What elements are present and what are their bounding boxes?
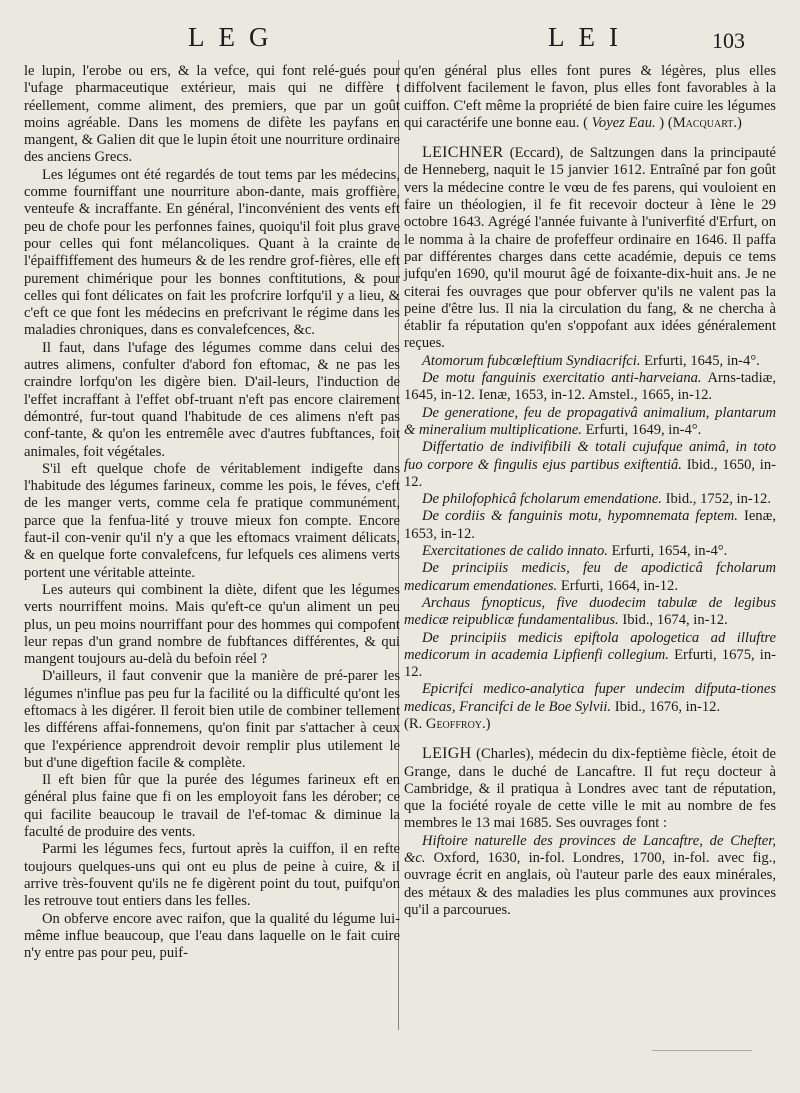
work-title: Exercitationes de calido innato.	[422, 543, 608, 560]
paragraph: le lupin, l'erobe ou ers, & la vefce, qui font relé-gués pour l'ufage pharmaceutique extérieur, mais qui ne diffère t réellement, comme aliment, des premiers, que par un goût moins agréable. Dans les momens de difète les payfans en mangent, & Galien dit que le lupin étoit une nourriture ordinaire des anciens Grecs.	[24, 63, 400, 166]
work-imprint: Erfurti, 1675, in-12.	[404, 646, 776, 681]
paragraph: Il eft bien fûr que la purée des légumes farineux eft en général plus faine que fi on les employoit fans les dérober; ce qui facilite beaucoup le travail de l'ef-tomac & diminue la faculté de produire des vents.	[24, 772, 400, 841]
work-imprint: Ibid., 1752, in-12.	[665, 491, 772, 508]
work-title: De cordiis & fanguinis motu, hypomnemata feptem.	[422, 508, 738, 525]
bibliography-entry	[404, 353, 776, 370]
work-imprint: Erfurti, 1649, in-4°.	[585, 421, 702, 438]
work-imprint: Arns-tadiæ, 1645, in-12. Ienæ, 1653, in-12. Amstel., 1665, in-12.	[404, 370, 777, 404]
article-leichner: LEICHNER (Eccard), de Saltzungen dans la principauté de Henneberg, naquit le 15 janvier 1612. Entraîné par fon goût vers la médecine contre le vœu de fes parens, qui vouloient en faire un théologien, il fe fit recevoir docteur à Iène le 29 octobre 1643. Agrégé l'année fuivante à l'univerfité d'Erfurt, on le nomma à la chaire de profeffeur ordinaire en 1646. Il paffa par différentes charges dans cette académie, depuis ce tems jufqu'en 1690, qu'il mourut âgé de foixante-dix-huit ans. Je ne citerai fes ouvrages que pour obferver qu'ils ne valent pas la peine d'être lus. Il nia la circulation du fang, & ne chercha à établir fa réputation qu'en s'oppofant aux idées généralement reçues.	[404, 144, 776, 352]
paragraph: Les auteurs qui combinent la diète, difent que les légumes verts nourriffent moins. Mais qu'eft-ce qu'un aliment un peu plus, un peu moins nourriffant pour des hommes qui compofent leur repas d'un grand nombre de fubftances différentes, & qui mangent toujours au-delà du befoin réel ?	[24, 581, 400, 668]
paragraph: S'il eft quelque chofe de véritablement indigefte dans l'habitude des légumes farineux, comme les pois, le féves, c'eft de les manger verts, comme cela fe pratique communément, parce que la fenfua-lité y trouve mieux fon compte. Encore faut-il con-venir qu'il n'y a que les eftomacs vraiment délicats, & en quelque forte convalefcens, fur lefquels ces alimens verts portent une véritable atteinte.	[24, 460, 400, 581]
bibliography-entry	[404, 595, 776, 630]
paragraph: D'ailleurs, il faut convenir que la manière de pré-parer les légumes n'influe pas peu fur la facilité ou la difficulté qu'ont les eftomacs à les digérer. Il feroit bien utile de combiner tellement les différens affai-fonnemens, qu'on finit par s'attacher à ceux que l'expérience apprendroit devoir remplir plus utilement le but d'une digeftion facile & complète.	[24, 668, 400, 771]
work-imprint: Ibid., 1676, in-12.	[614, 698, 721, 715]
work-title: De philofophicâ fcholarum emendatione.	[422, 491, 662, 508]
work-title: De principiis medicis, feu de apodicticâ fcholarum medicarum emendationes.	[404, 560, 776, 594]
work-imprint: Erfurti, 1654, in-4°.	[611, 543, 728, 560]
headword: LEICHNER	[422, 144, 504, 162]
bibliography-entry	[404, 405, 776, 440]
paragraph-continuation: qu'en général plus elles font pures & légères, plus elles diffolvent facilement le favon, plus elles font favorables à la cuiffon. C'eft même la propriété de bien faire cuire les légumes qui caractérife une bonne eau. ( Voyez Eau. ) (Macquart.)	[404, 63, 776, 131]
work-imprint: Oxford, 1630, in-fol. Londres, 1700, in-fol. avec fig., ouvrage écrit en anglais, où l'auteur parle des eaux minérales, des métaux & des maladies les plus communes aux provinces qu'il a parcourues.	[404, 850, 776, 918]
work-imprint: Ibid., 1674, in-12.	[622, 612, 728, 629]
paragraph: Les légumes ont été regardés de tout tems par les médecins, comme fourniffant une nourriture abon-dante, mais groffière, venteufe & incraffante. En général, l'inconvénient des vents eft peu de chofe pour les perfonnes faines, quoiqu'il foit plus grave pour celles qui font mélancoliques. Quant à la crainte de l'épaiffiffement des humeurs & de les rendre grof-fières, elle eft purement chimérique pour les bonnes conftitutions, & pour celles qui font délicates on fait les profcrire lorfqu'il y a lieu, & c'eft ce que font les médecins en prefcrivant le régime dans les maladies chroniques, dans es convalefcences, &c.	[24, 166, 400, 339]
bibliography-entry	[404, 630, 776, 682]
work-imprint: Erfurti, 1645, in-4°.	[644, 352, 760, 369]
bibliography-entry	[404, 491, 776, 508]
work-title: Archaus fynopticus, five duodecim tabulæ de legibus medicæ reipublicæ fundamentalibus.	[404, 594, 776, 629]
bibliography-entry	[404, 560, 776, 595]
work-title: De principiis medicis epiftola apologetica ad illuftre medicorum in academia Lipfienfi collegium.	[404, 629, 776, 663]
bibliography-entry	[404, 681, 776, 716]
work-title: Hiftoire naturelle des provinces de Lancaftre, de Chefter, &c.	[404, 832, 776, 867]
article-author-line: (R. Geoffroy.)	[404, 715, 491, 732]
running-header-left: LEG	[188, 22, 283, 52]
paragraph: Parmi les légumes fecs, furtout après la cuiffon, il en refte toujours quelques-uns qui ont eu plus de peine à cuire, & il arrive très-fouvent qu'ils ne fe digèrent point du tout, puifqu'on les retrouve tout entiers dans les felles.	[24, 841, 400, 910]
work-title: Epicrifci medico-analytica fuper undecim difputa-tiones medicas, Francifci de le Boe Sylvii.	[404, 681, 776, 715]
bibliography-entry	[404, 439, 776, 491]
bibliography-entry	[404, 370, 776, 405]
footer-rule	[652, 1050, 752, 1051]
bibliography-entry	[404, 543, 776, 560]
work-title: Differtatio de indivifibili & totali cujufque animâ, in toto fuo corpore & fingulis ejus partibus exiftentiâ.	[404, 439, 776, 473]
bibliography-entry	[404, 508, 776, 543]
bibliography-entry	[404, 833, 776, 919]
work-imprint: Erfurti, 1664, in-12.	[560, 577, 678, 594]
left-column	[24, 63, 400, 962]
work-title: Atomorum fubcœleftium Syndiacrifci.	[422, 352, 641, 369]
running-header-right: LEI	[548, 22, 632, 52]
work-title: De generatione, feu de propagativâ animalium, plantarum & mineralium multiplicatione.	[404, 404, 776, 438]
work-imprint: Ibid., 1650, in-12.	[404, 456, 776, 490]
work-imprint: Ienæ, 1653, in-12.	[404, 508, 776, 542]
bibliography-list	[404, 353, 776, 716]
page-number: 103	[712, 28, 745, 53]
article-leigh: LEIGH (Charles), médecin du dix-feptième fiècle, étoit de Grange, dans le duché de Lancaftre. Il fut reçu docteur à Cambridge, & il pratiqua à Londres avec tant de réputation, que la fociété royale de cette ville le mit au nombre de fes membres le 13 mai 1685. Ses ouvrages font :	[404, 745, 776, 832]
cross-reference: Voyez Eau.	[591, 114, 656, 131]
right-column	[404, 63, 776, 919]
headword: LEIGH	[422, 745, 472, 763]
paragraph: On obferve encore avec raifon, que la qualité du légume lui-même influe beaucoup, que l'eau dans laquelle on le fait cuire n'y entre pas pour peu, puif-	[24, 910, 400, 962]
article-author: R. Geoffroy.	[408, 715, 486, 732]
work-title: De motu fanguinis exercitatio anti-harveiana.	[422, 370, 702, 387]
article-author: Macquart.	[672, 114, 738, 131]
paragraph: Il faut, dans l'ufage des légumes comme dans celui des autres alimens, confulter d'abord fon eftomac, & ne pas les craindre lorfqu'on les digère bien. D'ail-leurs, l'induction de l'effet incraffant à l'effet obf-truant n'eft pas encore clairement démontré, fur-tout quand l'habitude de ces alimens n'eft pas conf-tante, & qu'on les entremêle avec d'autres fubftances, foit animales, foit végétales.	[24, 339, 400, 460]
